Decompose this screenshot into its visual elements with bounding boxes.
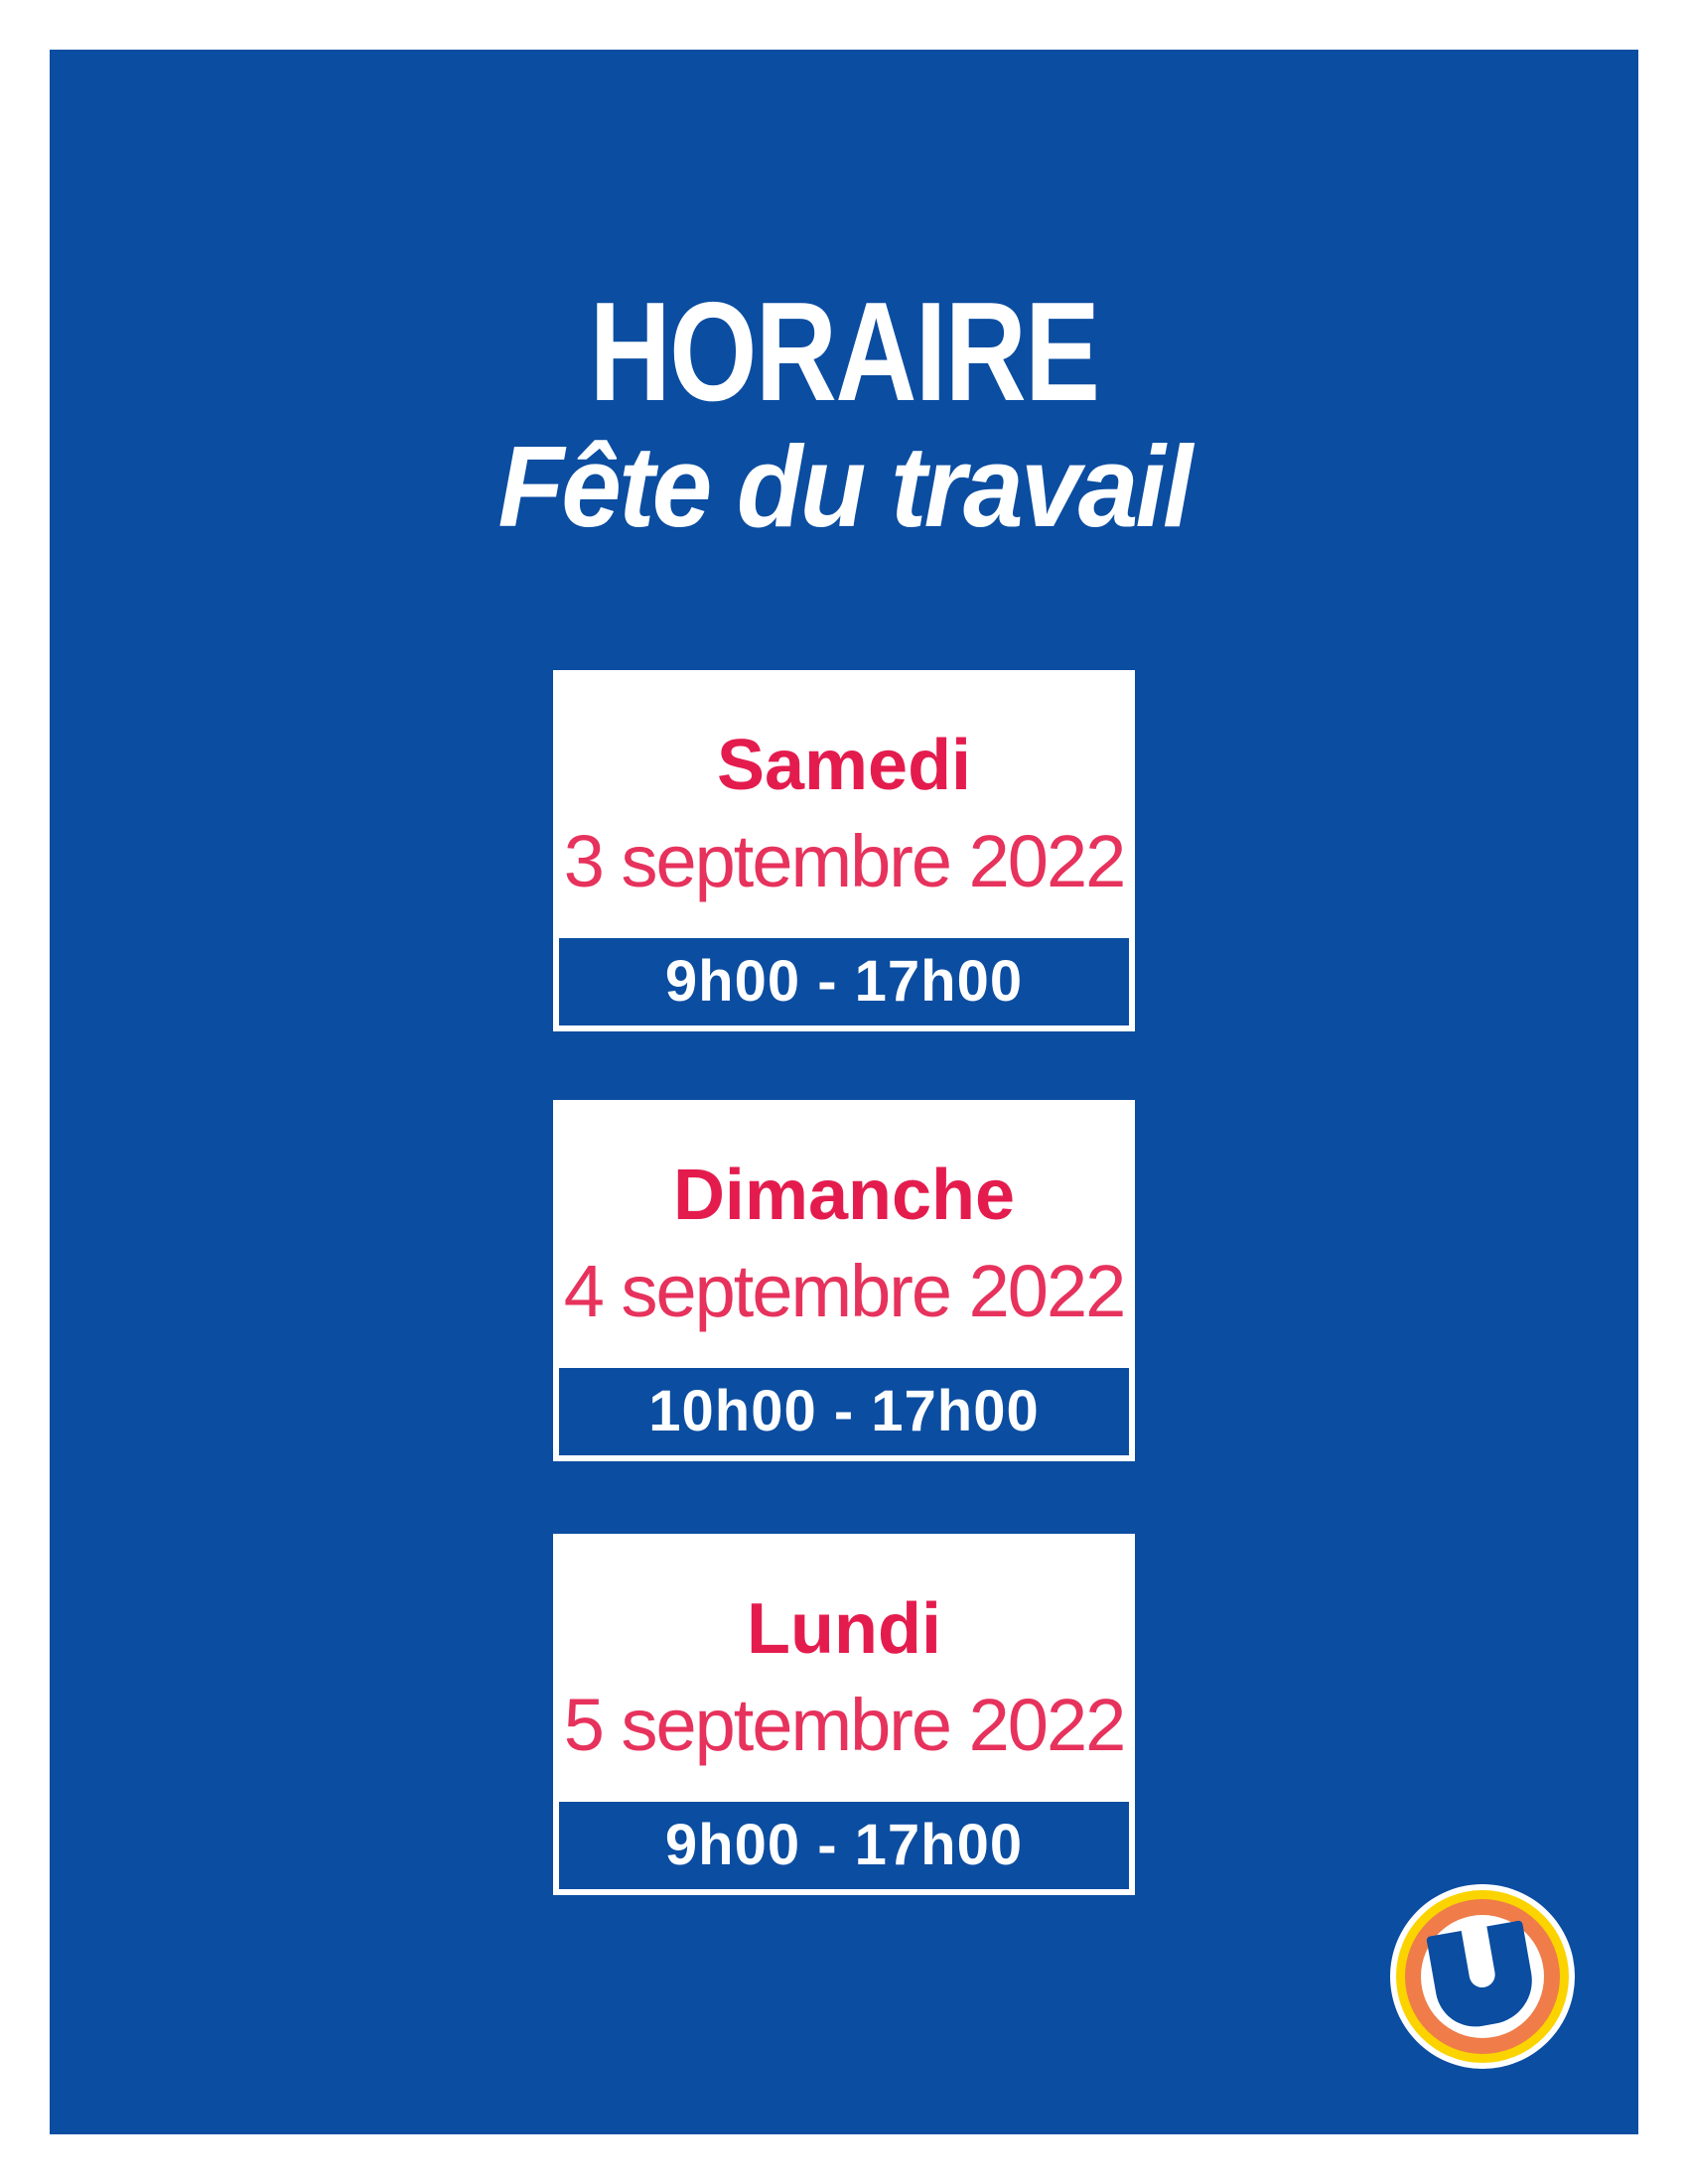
date-label: 5 septembre 2022 xyxy=(563,1684,1125,1766)
logo-letter-u-icon xyxy=(1426,1920,1539,2033)
schedule-card-sunday xyxy=(553,1100,1135,1461)
hours-label: 9h00 - 17h00 xyxy=(664,949,1024,1014)
hours-bar xyxy=(559,1802,1129,1889)
schedule-card-monday xyxy=(553,1534,1135,1895)
poster-title: HORAIRE xyxy=(589,273,1099,431)
brand-logo xyxy=(1390,1884,1575,2069)
hours-label: 10h00 - 17h00 xyxy=(648,1379,1040,1443)
hours-bar xyxy=(559,1368,1129,1455)
hours-label: 9h00 - 17h00 xyxy=(664,1813,1024,1877)
day-label: Samedi xyxy=(716,726,972,805)
day-label: Dimanche xyxy=(672,1156,1016,1235)
date-label: 3 septembre 2022 xyxy=(563,820,1125,902)
day-label: Lundi xyxy=(747,1589,941,1669)
hours-bar xyxy=(559,938,1129,1025)
date-label: 4 septembre 2022 xyxy=(563,1250,1125,1332)
schedule-card-saturday xyxy=(553,670,1135,1031)
blue-background xyxy=(50,50,1638,2134)
poster-subtitle: Fête du travail xyxy=(497,422,1191,551)
